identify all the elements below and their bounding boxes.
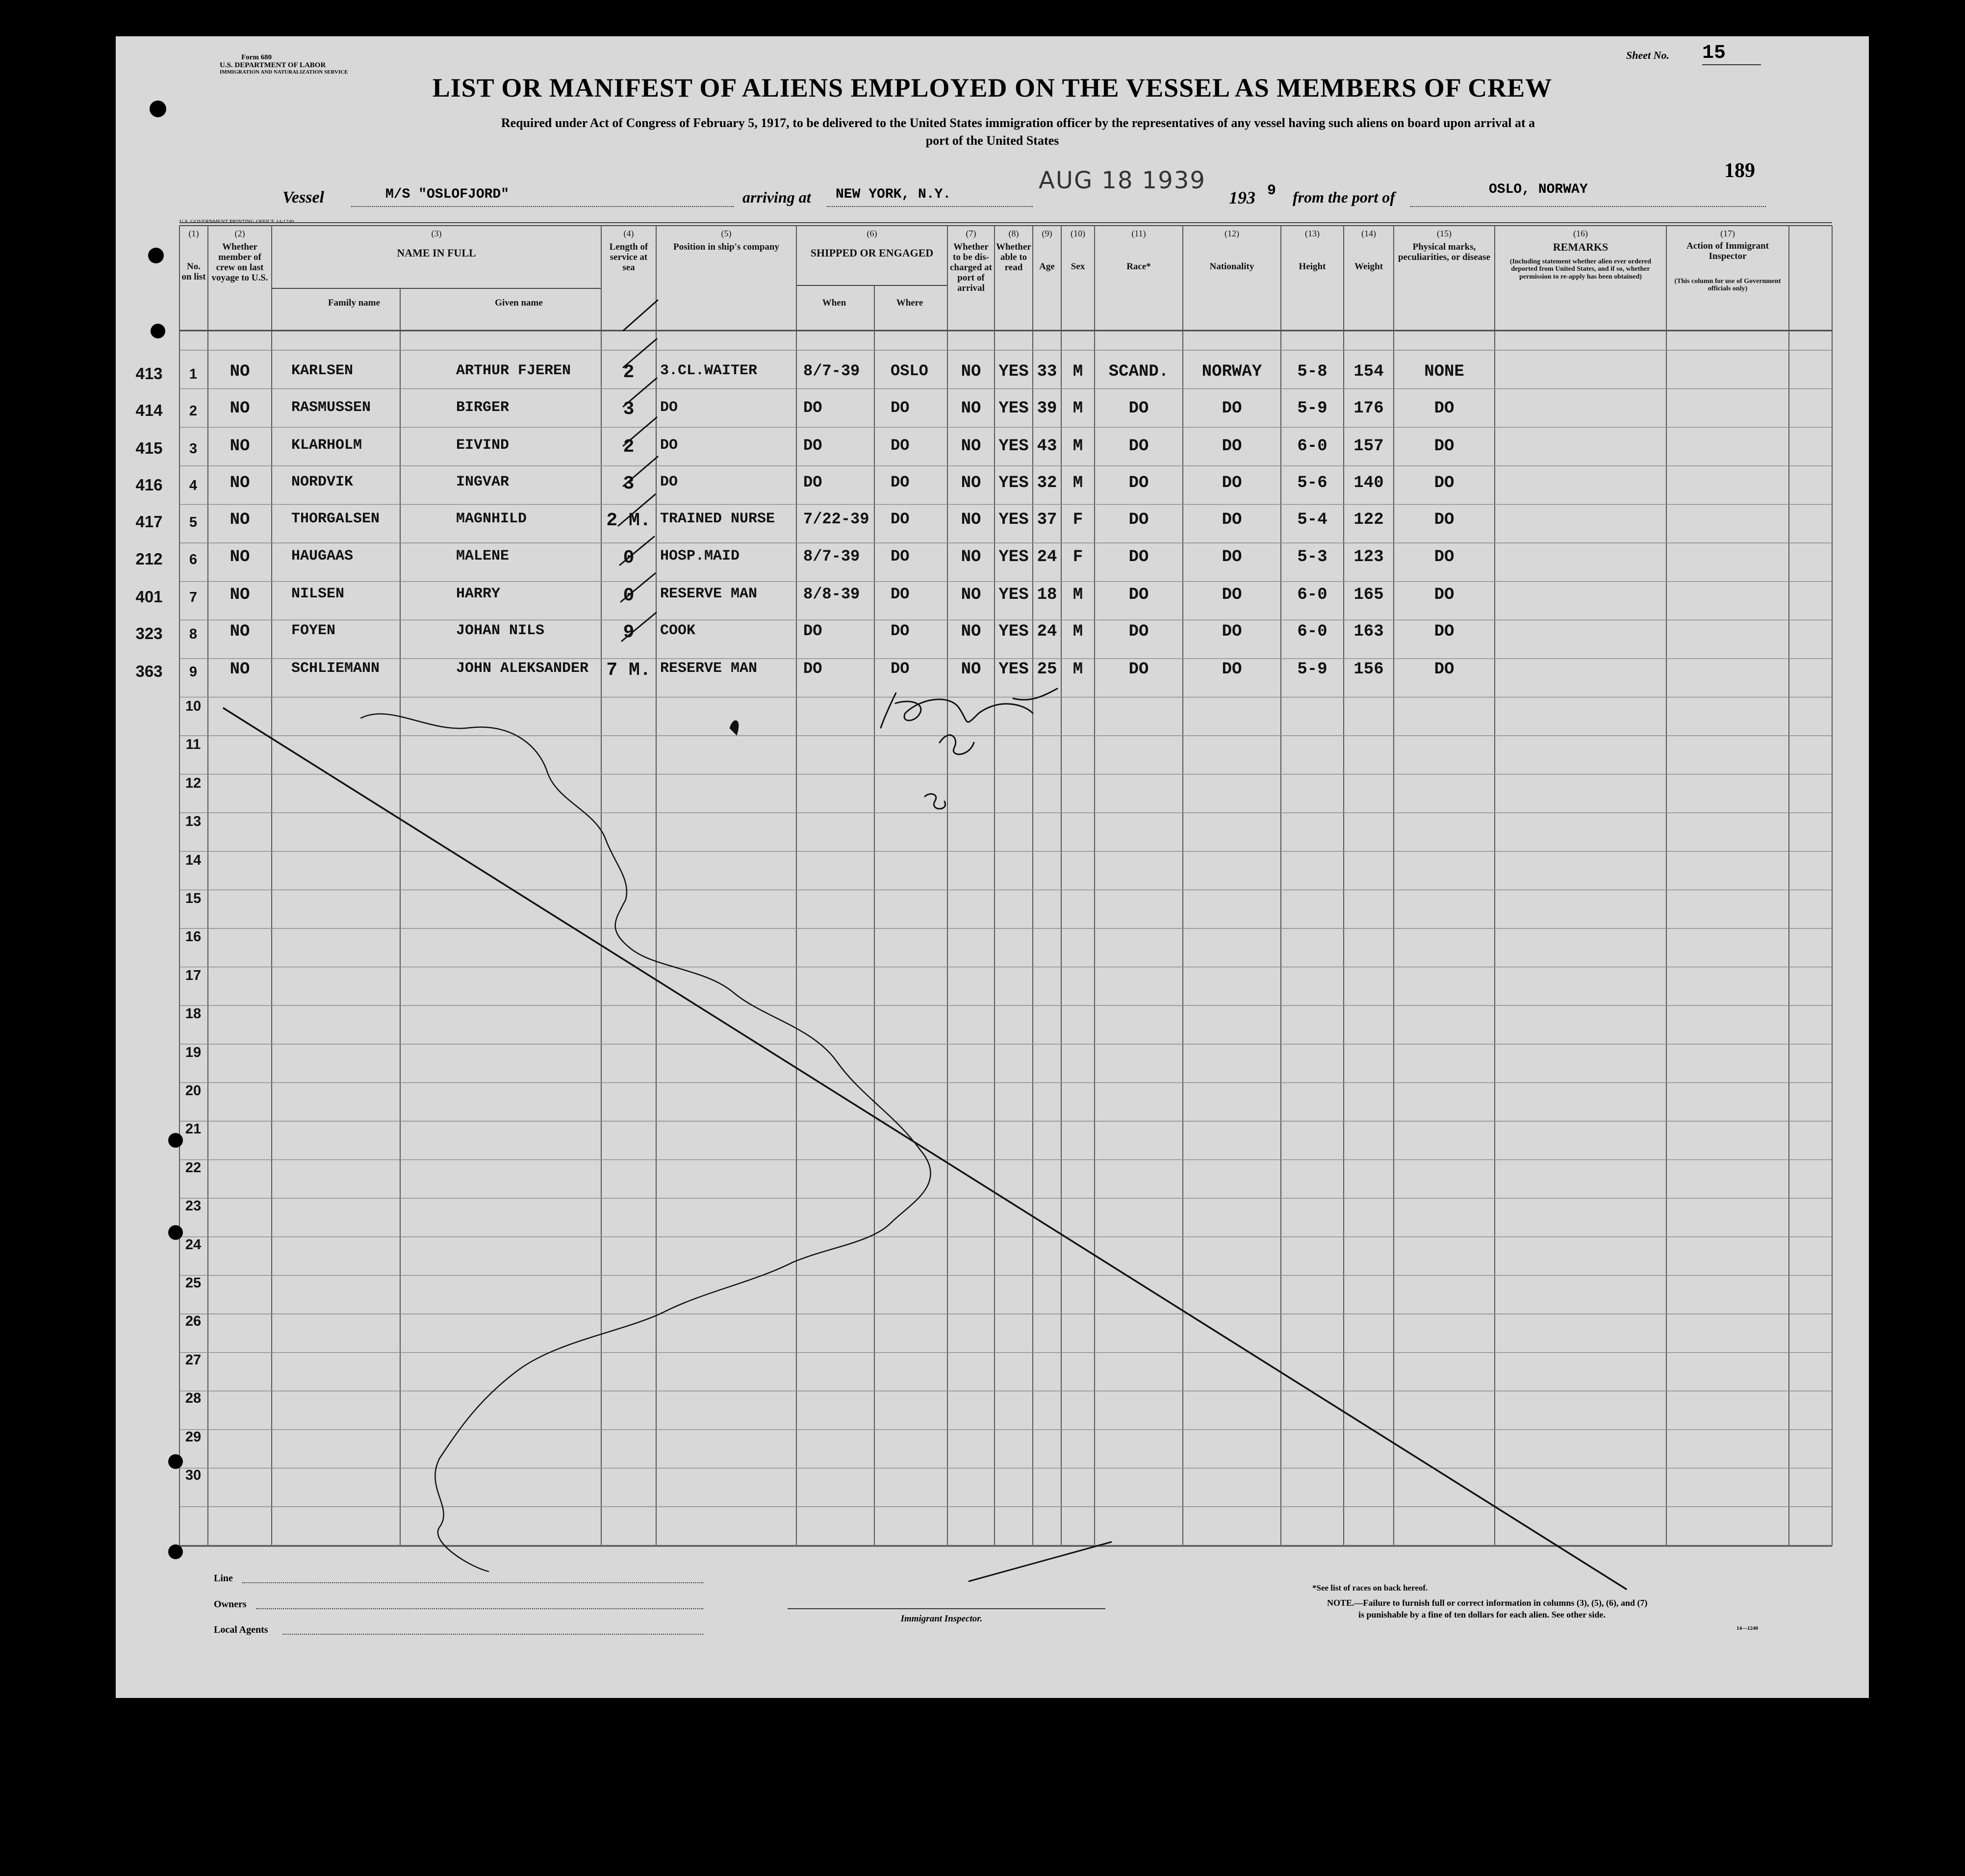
row-number: 7 — [189, 590, 198, 605]
cell-where: DO — [891, 622, 910, 640]
empty-row-number: 29 — [185, 1429, 202, 1445]
cell-where: DO — [891, 437, 910, 455]
cell-height: 5-3 — [1297, 548, 1327, 566]
cell-family: NORDVIK — [291, 474, 354, 490]
cell-last: NO — [230, 474, 250, 492]
cell-age: 24 — [1037, 548, 1057, 566]
cell-when: 7/22-39 — [803, 510, 869, 528]
cell-height: 5-9 — [1297, 660, 1327, 679]
cell-service: 2 — [623, 437, 635, 458]
cell-last: NO — [230, 586, 250, 604]
cell-given: BIRGER — [456, 399, 510, 416]
footer-code: 14—1240 — [1736, 1625, 1758, 1631]
cell-weight: 154 — [1353, 362, 1384, 381]
cell-weight: 123 — [1353, 548, 1384, 566]
cell-marks: DO — [1434, 586, 1455, 604]
column-number: (13) — [1305, 229, 1320, 238]
cell-read: YES — [998, 399, 1029, 418]
cell-family: KLARHOLM — [291, 437, 362, 454]
column-number: (17) — [1720, 229, 1735, 238]
cell-when: 8/7-39 — [803, 547, 860, 565]
cell-nationality: DO — [1222, 437, 1242, 456]
cell-height: 5-8 — [1297, 362, 1327, 381]
cell-marks: DO — [1434, 622, 1455, 641]
arriving-label: arriving at — [742, 188, 811, 206]
cell-sex: M — [1072, 660, 1083, 679]
binder-hole — [151, 324, 165, 338]
cell-family: FOYEN — [291, 622, 336, 639]
cell-position: DO — [660, 474, 678, 490]
row-number: 1 — [189, 366, 198, 382]
cell-race: DO — [1128, 586, 1149, 604]
cell-given: JOHAN NILS — [456, 622, 545, 639]
column-header: Whether to be dis-charged at port of arrival — [949, 242, 992, 293]
row-number: 9 — [189, 664, 198, 680]
empty-row-number: 17 — [185, 967, 202, 983]
cell-race: DO — [1128, 660, 1149, 679]
cell-weight: 176 — [1353, 399, 1384, 418]
cell-where: DO — [891, 510, 910, 528]
service: IMMIGRATION AND NATURALIZATION SERVICE — [220, 69, 348, 75]
column-number: (8) — [1008, 229, 1019, 238]
cell-service: 2 M. — [606, 510, 651, 531]
cell-height: 5-4 — [1297, 511, 1327, 529]
sheet-number: 15 — [1702, 42, 1761, 65]
cell-nationality: DO — [1222, 399, 1242, 418]
cell-family: SCHLIEMANN — [291, 660, 380, 677]
cell-family: NILSEN — [291, 586, 345, 602]
column-number: (15) — [1437, 229, 1452, 238]
margin-number: 212 — [135, 550, 163, 568]
empty-row-number: 12 — [185, 775, 202, 791]
empty-row-number: 30 — [185, 1467, 202, 1483]
column-header: No. on list — [181, 261, 206, 282]
row-number: 3 — [189, 441, 198, 457]
column-header-note: (Including statement whether alien ever ordered deported from United States, and if so, whether permission to re-apply has been obtained) — [1509, 258, 1652, 281]
column-header: Whether member of crew on last voyage to U.S. — [211, 242, 268, 283]
column-number: (4) — [623, 229, 634, 238]
cell-last: NO — [230, 548, 250, 566]
cell-marks: DO — [1434, 437, 1455, 456]
column-header: Race* — [1126, 261, 1151, 272]
column-number: (6) — [867, 229, 877, 238]
binder-hole — [148, 248, 164, 263]
column-header: Position in ship's company — [673, 242, 779, 252]
from-port: OSLO, NORWAY — [1489, 182, 1588, 197]
cell-discharge: NO — [961, 437, 981, 456]
row-number: 5 — [189, 514, 198, 530]
cell-nationality: DO — [1222, 660, 1242, 679]
cell-age: 33 — [1037, 362, 1057, 381]
column-header: SHIPPED OR ENGAGED — [810, 247, 934, 259]
empty-row-number: 24 — [185, 1236, 202, 1253]
margin-number: 413 — [135, 364, 163, 383]
vessel-label: Vessel — [282, 188, 324, 206]
cell-nationality: DO — [1222, 586, 1242, 604]
department: U.S. DEPARTMENT OF LABOR — [220, 61, 326, 69]
empty-row-number: 10 — [185, 698, 202, 714]
cell-where: DO — [891, 585, 910, 603]
cell-sex: M — [1072, 474, 1083, 492]
cell-position: COOK — [660, 622, 696, 639]
cell-discharge: NO — [961, 474, 981, 492]
cell-marks: DO — [1434, 399, 1455, 418]
column-subheader: Where — [896, 298, 923, 308]
empty-row-number: 25 — [185, 1275, 202, 1291]
cell-marks: DO — [1434, 548, 1455, 566]
cell-family: THORGALSEN — [291, 511, 380, 527]
cell-weight: 156 — [1353, 660, 1384, 679]
margin-number: 415 — [135, 439, 163, 457]
cell-where: OSLO — [891, 362, 928, 380]
cell-given: MALENE — [456, 548, 510, 565]
column-header: Action of Immigrant Inspector — [1686, 241, 1769, 261]
cell-last: NO — [230, 399, 250, 418]
cell-when: DO — [803, 473, 822, 491]
column-number: (2) — [234, 229, 245, 238]
cell-read: YES — [998, 511, 1029, 529]
cell-sex: F — [1072, 511, 1083, 529]
cell-position: 3.CL.WAITER — [660, 362, 758, 379]
cell-where: DO — [891, 660, 910, 678]
cell-when: 8/7-39 — [803, 362, 860, 380]
cell-sex: M — [1072, 437, 1083, 456]
column-number: (14) — [1361, 229, 1376, 238]
cell-service: 3 — [623, 399, 635, 420]
page-title: LIST OR MANIFEST OF ALIENS EMPLOYED ON THE VESSEL AS MEMBERS OF CREW — [432, 73, 1553, 103]
note-line-1: NOTE.—Failure to furnish full or correct information in columns (3), (5), (6), and (7) — [1327, 1598, 1648, 1608]
empty-row-number: 23 — [185, 1198, 202, 1214]
cell-when: 8/8-39 — [803, 585, 860, 603]
empty-row-number: 13 — [185, 814, 202, 830]
cell-race: SCAND. — [1108, 362, 1169, 381]
cell-age: 39 — [1037, 399, 1057, 418]
cell-position: HOSP.MAID — [660, 548, 740, 565]
cell-marks: DO — [1434, 660, 1455, 679]
manifest-sheet — [116, 36, 1869, 1698]
cell-given: ARTHUR FJEREN — [456, 362, 571, 379]
year-digit: 9 — [1267, 182, 1276, 199]
empty-row-number: 26 — [185, 1313, 202, 1330]
cell-weight: 140 — [1353, 474, 1384, 492]
from-port-label: from the port of — [1293, 188, 1395, 206]
cell-last: NO — [230, 622, 250, 641]
column-subheader: When — [822, 298, 846, 308]
cell-race: DO — [1128, 474, 1149, 492]
row-number: 8 — [189, 626, 198, 642]
cell-race: DO — [1128, 622, 1149, 641]
empty-row-number: 20 — [185, 1083, 202, 1099]
cell-when: DO — [803, 399, 822, 417]
cell-service: 0 — [623, 547, 635, 568]
cell-marks: DO — [1434, 511, 1455, 529]
cell-age: 37 — [1037, 511, 1057, 529]
cell-sex: M — [1072, 399, 1083, 418]
cell-age: 25 — [1037, 660, 1057, 679]
date-stamp: AUG 18 1939 — [1039, 167, 1206, 194]
binder-hole — [168, 1544, 183, 1559]
cell-age: 32 — [1037, 474, 1057, 492]
subtitle-line-1: Required under Act of Congress of February 5, 1917, to be delivered to the United States immigration officer by the representatives of any vessel having such aliens on board upon arrival at a — [501, 116, 1535, 130]
empty-row-number: 15 — [185, 891, 202, 906]
column-subheader: Family name — [328, 298, 381, 308]
vessel-name: M/S "OSLOFJORD" — [385, 187, 510, 202]
cell-given: HARRY — [456, 586, 501, 602]
column-number: (16) — [1573, 229, 1588, 238]
year-label: 193 — [1229, 188, 1255, 207]
column-header-note: (This column for use of Government officials only) — [1674, 278, 1781, 293]
cell-height: 6-0 — [1297, 586, 1327, 604]
cell-position: DO — [660, 437, 678, 454]
cell-discharge: NO — [961, 660, 981, 679]
column-header: REMARKS — [1553, 241, 1608, 253]
arriving-port: NEW YORK, N.Y. — [836, 187, 951, 202]
cell-last: NO — [230, 511, 250, 529]
cell-race: DO — [1128, 437, 1149, 456]
cell-discharge: NO — [961, 548, 981, 566]
note-line-2: is punishable by a fine of ten dollars for each alien. See other side. — [1358, 1610, 1606, 1619]
binder-hole — [168, 1133, 183, 1148]
line-label: Line — [214, 1573, 233, 1584]
column-number: (12) — [1225, 229, 1239, 238]
cell-read: YES — [998, 474, 1029, 492]
margin-number: 363 — [135, 662, 163, 680]
column-header: Sex — [1071, 261, 1085, 272]
column-header: Whether able to read — [996, 242, 1031, 273]
cell-given: JOHN ALEKSANDER — [456, 660, 589, 677]
cell-read: YES — [998, 362, 1029, 381]
cell-nationality: DO — [1222, 474, 1242, 492]
column-number: (10) — [1071, 229, 1085, 238]
binder-hole — [168, 1454, 183, 1469]
cell-race: DO — [1128, 511, 1149, 529]
cell-position: RESERVE MAN — [660, 586, 758, 602]
cell-race: DO — [1128, 548, 1149, 566]
empty-row-number: 16 — [185, 929, 202, 945]
cell-family: KARLSEN — [291, 362, 354, 379]
sheet-label: Sheet No. — [1626, 49, 1669, 61]
cell-service: 7 M. — [606, 660, 651, 681]
immigrant-inspector-label: Immigrant Inspector. — [900, 1614, 983, 1624]
cell-discharge: NO — [961, 586, 981, 604]
empty-row-number: 19 — [185, 1044, 202, 1060]
column-subheader: Given name — [495, 298, 543, 308]
column-number: (1) — [188, 229, 199, 238]
binder-hole — [168, 1225, 183, 1240]
margin-number: 417 — [135, 513, 163, 531]
cell-sex: M — [1072, 586, 1083, 604]
cell-read: YES — [998, 437, 1029, 456]
column-number: (3) — [431, 229, 442, 238]
empty-row-number: 11 — [185, 737, 201, 753]
empty-row-number: 22 — [185, 1159, 202, 1176]
binder-hole — [150, 101, 166, 117]
cell-where: DO — [891, 473, 910, 491]
row-number: 6 — [189, 552, 198, 567]
empty-row-number: 21 — [185, 1121, 202, 1137]
empty-row-number: 28 — [185, 1390, 202, 1407]
margin-number: 416 — [135, 476, 163, 494]
cell-when: DO — [803, 660, 822, 678]
cell-read: YES — [998, 622, 1029, 641]
cell-marks: DO — [1434, 474, 1455, 492]
cell-given: MAGNHILD — [456, 511, 527, 527]
cell-where: DO — [891, 399, 910, 417]
cell-service: 9 — [623, 622, 635, 643]
cell-discharge: NO — [961, 399, 981, 418]
cell-weight: 165 — [1353, 586, 1384, 604]
races-note: *See list of races on back hereof. — [1312, 1583, 1428, 1593]
cell-age: 18 — [1037, 586, 1057, 604]
column-header: Height — [1299, 261, 1326, 272]
cell-weight: 163 — [1353, 622, 1384, 641]
cell-service: 0 — [623, 585, 635, 606]
column-number: (5) — [721, 229, 732, 238]
row-number: 2 — [189, 403, 198, 419]
cell-nationality: DO — [1222, 622, 1242, 641]
cell-last: NO — [230, 362, 250, 381]
local-agents-label: Local Agents — [214, 1624, 268, 1635]
column-header: Nationality — [1209, 261, 1254, 272]
cell-position: RESERVE MAN — [660, 660, 758, 677]
column-header: Physical marks, peculiarities, or disease — [1398, 242, 1491, 262]
cell-family: HAUGAAS — [291, 548, 354, 565]
page-number: 189 — [1724, 159, 1755, 182]
cell-nationality: DO — [1222, 548, 1242, 566]
cell-discharge: NO — [961, 622, 981, 641]
cell-height: 5-9 — [1297, 399, 1327, 418]
cell-position: DO — [660, 399, 678, 416]
column-header: Weight — [1354, 261, 1383, 272]
cell-family: RASMUSSEN — [291, 399, 371, 416]
cell-service: 3 — [623, 473, 635, 494]
column-header: Length of service at sea — [609, 242, 648, 273]
cell-given: INGVAR — [456, 474, 510, 490]
cell-discharge: NO — [961, 511, 981, 529]
cell-when: DO — [803, 622, 822, 640]
column-header: NAME IN FULL — [397, 247, 476, 259]
cell-weight: 122 — [1353, 511, 1384, 529]
subtitle-line-2: port of the United States — [925, 133, 1059, 148]
form-number: Form 680 — [241, 53, 272, 61]
cell-height: 6-0 — [1297, 437, 1327, 456]
margin-number: 414 — [135, 401, 163, 419]
cell-sex: F — [1072, 548, 1083, 566]
cell-marks: NONE — [1424, 362, 1464, 381]
cell-position: TRAINED NURSE — [660, 511, 775, 527]
empty-row-number: 27 — [185, 1352, 202, 1368]
cell-sex: M — [1072, 362, 1083, 381]
cell-sex: M — [1072, 622, 1083, 641]
cell-last: NO — [230, 437, 250, 456]
cell-weight: 157 — [1353, 437, 1384, 456]
margin-number: 401 — [135, 588, 163, 606]
empty-row-number: 14 — [185, 852, 202, 868]
cell-age: 43 — [1037, 437, 1057, 456]
cell-where: DO — [891, 547, 910, 565]
cell-when: DO — [803, 437, 822, 455]
cell-last: NO — [230, 660, 250, 679]
column-header: Age — [1039, 261, 1055, 272]
cell-discharge: NO — [961, 362, 981, 381]
column-number: (7) — [966, 229, 976, 238]
margin-number: 323 — [135, 624, 163, 642]
owners-label: Owners — [214, 1599, 247, 1610]
printer-line: U.S. GOVERNMENT PRINTING OFFICE 14-1240 — [179, 219, 294, 225]
cell-height: 5-6 — [1297, 474, 1327, 492]
cell-given: EIVIND — [456, 437, 510, 454]
column-number: (11) — [1131, 229, 1146, 238]
cell-age: 24 — [1037, 622, 1057, 641]
cell-read: YES — [998, 548, 1029, 566]
cell-nationality: NORWAY — [1201, 362, 1262, 381]
column-number: (9) — [1042, 229, 1052, 238]
cell-race: DO — [1128, 399, 1149, 418]
cell-nationality: DO — [1222, 511, 1242, 529]
cell-read: YES — [998, 586, 1029, 604]
cell-service: 2 — [623, 362, 635, 383]
empty-row-number: 18 — [185, 1006, 202, 1022]
cell-height: 6-0 — [1297, 622, 1327, 641]
row-number: 4 — [189, 478, 198, 493]
cell-read: YES — [998, 660, 1029, 679]
